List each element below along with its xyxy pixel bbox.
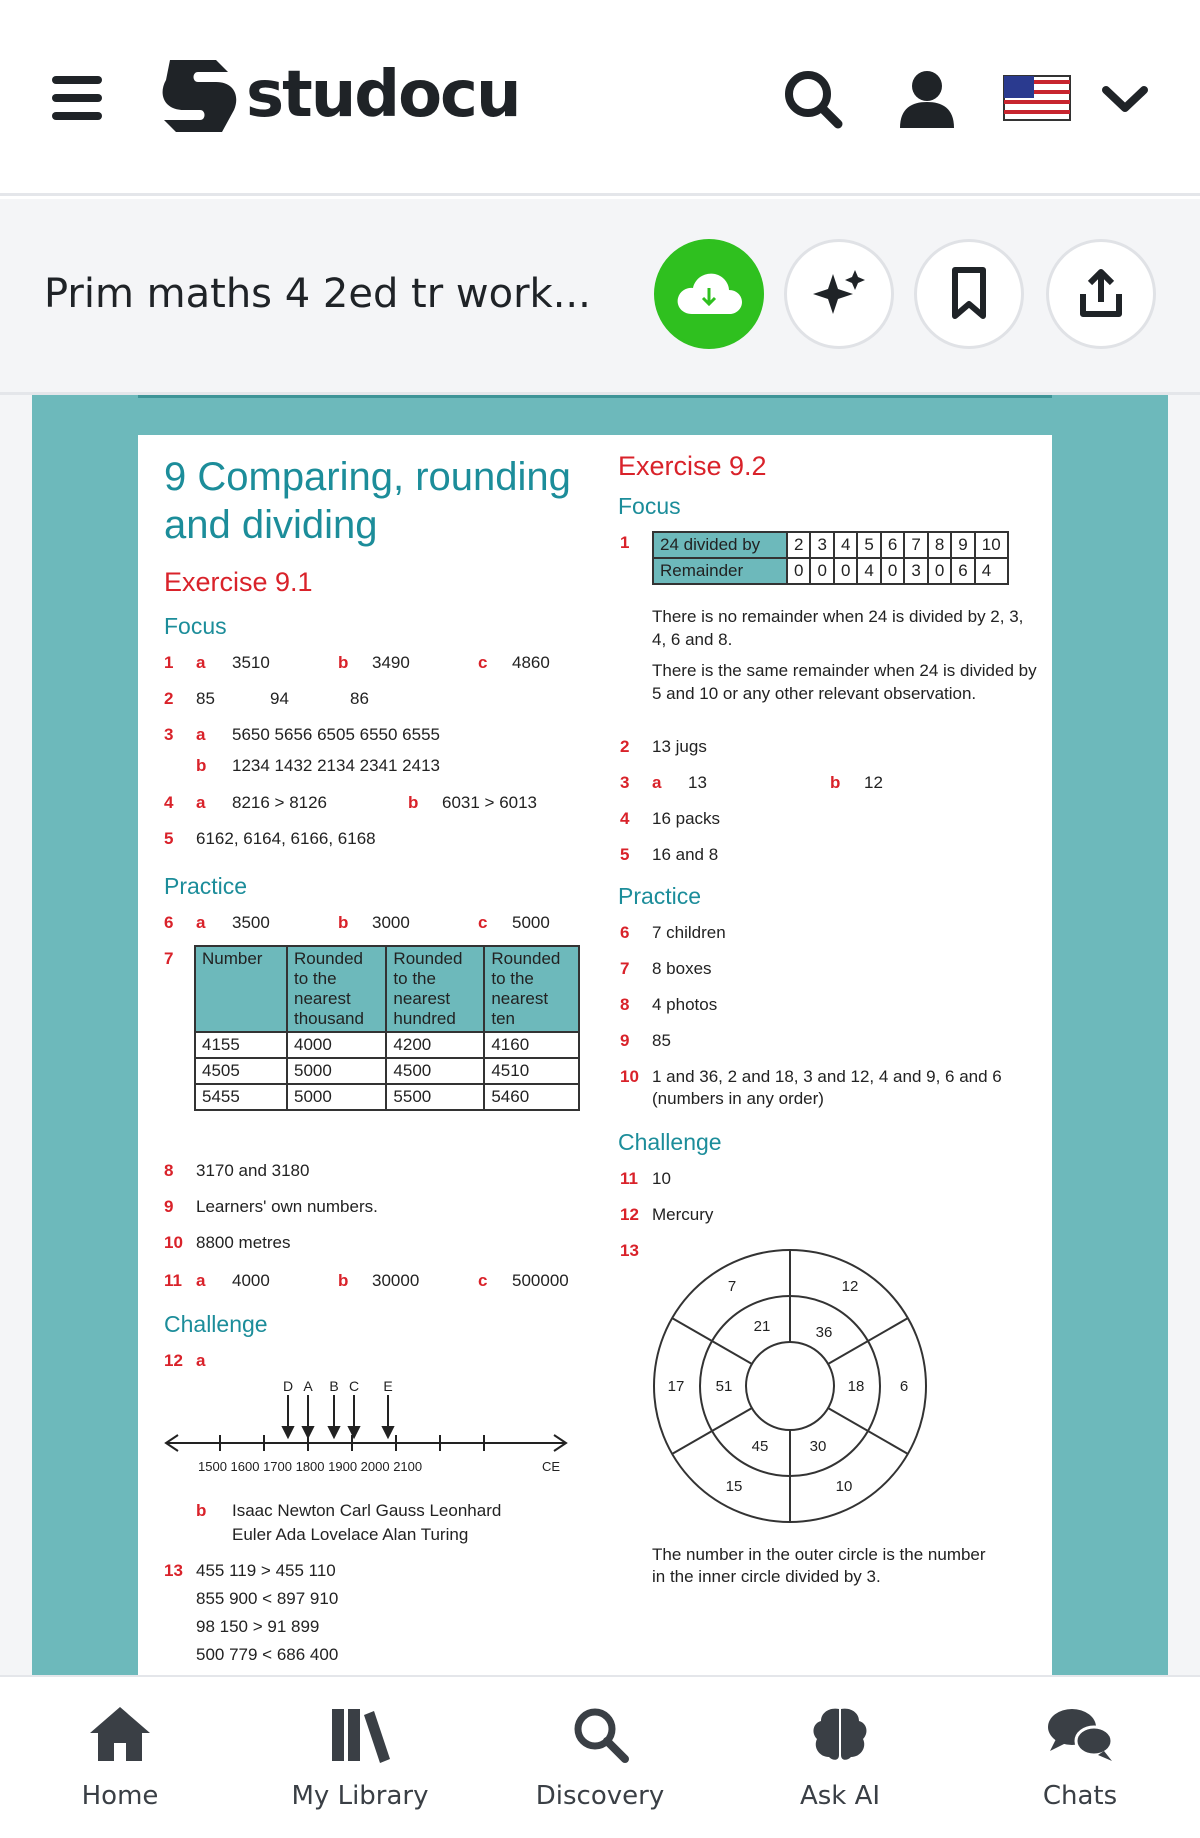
question-number: 11	[164, 1271, 182, 1290]
question-number: 3	[164, 725, 174, 744]
part-letter: a	[196, 1271, 206, 1290]
us-flag-icon[interactable]	[1002, 64, 1074, 134]
table-cell: 0	[810, 558, 833, 584]
answer-text: 3510	[232, 653, 270, 672]
table-cell: 3	[904, 558, 927, 584]
question-number: 6	[620, 923, 630, 942]
table-cell: 5000	[287, 1084, 386, 1110]
exercise-heading: Exercise 9.1	[164, 567, 313, 597]
chapter-title: 9 Comparing, rounding and dividing	[164, 455, 571, 547]
section-heading: Focus	[618, 493, 681, 519]
studocu-logo-icon	[150, 52, 242, 144]
page-divider	[138, 395, 1052, 398]
table-cell: 4505	[195, 1058, 287, 1084]
answer-text: 4000	[232, 1271, 270, 1290]
table-cell: 5500	[386, 1084, 484, 1110]
answer-text: 7 children	[652, 923, 726, 942]
nav-label: Discovery	[535, 1781, 665, 1811]
answer-text: There is the same remainder when 24 is divided by 5 and 10 or any other relevant observation.	[652, 661, 1037, 703]
part-letter: a	[196, 1351, 206, 1370]
part-letter: a	[652, 773, 662, 792]
nav-label: Chats	[1042, 1781, 1118, 1811]
nav-chats[interactable]	[980, 1703, 1180, 1811]
question-number: 8	[164, 1161, 174, 1180]
question-number: 4	[164, 793, 174, 812]
question-number: 12	[620, 1205, 639, 1224]
question-number: 10	[620, 1067, 639, 1086]
inner-number: 21	[753, 1318, 771, 1335]
question-number: 2	[620, 737, 630, 756]
answer-text: 16 and 8	[652, 845, 719, 864]
answer-text: Isaac Newton Carl Gauss Leonhard	[232, 1501, 502, 1520]
cloud-download-icon	[674, 266, 744, 322]
rounding-table	[194, 945, 580, 1111]
part-letter: b	[196, 1501, 207, 1520]
nav-label: My Library	[291, 1781, 429, 1811]
part-letter: b	[338, 1271, 349, 1290]
question-number: 6	[164, 913, 174, 932]
table-cell: 6	[951, 558, 974, 584]
question-number: 11	[620, 1169, 638, 1188]
table-cell: 0	[834, 558, 857, 584]
table-cell: 0	[787, 558, 810, 584]
answer-text: 1 and 36, 2 and 18, 3 and 12, 4 and 9, 6 and 6	[652, 1067, 1002, 1086]
answer-text: There is no remainder when 24 is divided by 2, 3, 4, 6 and 8.	[652, 607, 1024, 649]
answer-text: 3170 and 3180	[196, 1161, 310, 1180]
marker-label: D	[282, 1378, 294, 1394]
chat-icon	[1044, 1703, 1116, 1765]
exercise-heading: Exercise 9.2	[618, 451, 767, 481]
table-header: Remainder	[653, 558, 787, 584]
section-heading: Focus	[164, 613, 227, 639]
table-header: Number	[195, 946, 287, 1032]
search-icon	[569, 1703, 631, 1765]
table-cell: 4	[834, 532, 857, 558]
answer-text: Euler Ada Lovelace Alan Turing	[232, 1525, 469, 1544]
part-letter: a	[196, 725, 206, 744]
answer-text: Learners' own numbers.	[196, 1197, 378, 1216]
era-label: CE	[542, 1459, 561, 1474]
document-viewer[interactable]	[0, 395, 1200, 1675]
table-cell: 2	[787, 532, 810, 558]
table-header: Rounded to the nearest thousand	[287, 946, 386, 1032]
answer-text: (numbers in any order)	[652, 1089, 824, 1108]
marker-label: E	[383, 1378, 393, 1394]
part-letter: c	[478, 653, 488, 672]
table-cell: 4200	[386, 1032, 484, 1058]
table-row	[195, 1084, 579, 1110]
table-cell: 4	[975, 558, 1008, 584]
part-letter: a	[196, 913, 206, 932]
marker-label: A	[303, 1378, 313, 1394]
home-icon	[86, 1703, 154, 1765]
ai-button[interactable]	[784, 239, 894, 349]
inner-number: 51	[715, 1378, 733, 1395]
answer-text: 12	[864, 773, 883, 792]
answer-text: 8 boxes	[652, 959, 712, 978]
answer-text: 3490	[372, 653, 410, 672]
table-cell: 4510	[484, 1058, 579, 1084]
bottom-navigation	[0, 1675, 1200, 1838]
table-cell: 5000	[287, 1058, 386, 1084]
outer-number: 10	[835, 1478, 853, 1495]
answer-text: The number in the outer circle is the number	[652, 1545, 986, 1564]
table-cell: 4000	[287, 1032, 386, 1058]
answer-text: 1234 1432 2134 2341 2413	[232, 756, 440, 775]
library-icon	[328, 1703, 392, 1765]
nav-home[interactable]	[20, 1703, 220, 1811]
table-cell: 9	[951, 532, 974, 558]
question-number: 7	[620, 959, 630, 978]
question-number: 12	[164, 1351, 183, 1370]
share-button[interactable]	[1046, 239, 1156, 349]
part-letter: b	[408, 793, 419, 812]
part-letter: c	[478, 1271, 488, 1290]
outer-number: 6	[899, 1378, 909, 1395]
number-line	[158, 1377, 578, 1477]
answer-text: in the inner circle divided by 3.	[652, 1567, 881, 1586]
table-cell: 5455	[195, 1084, 287, 1110]
studocu-logo[interactable]	[150, 52, 520, 144]
question-number: 9	[164, 1197, 174, 1216]
question-number: 13	[164, 1561, 183, 1580]
answer-text: 8216 > 8126	[232, 793, 328, 812]
answer-text: 500 779 < 686 400	[196, 1645, 339, 1664]
inner-number: 36	[815, 1324, 833, 1341]
division-wheel	[638, 1241, 948, 1531]
part-letter: b	[196, 756, 207, 775]
answer-text: 85	[652, 1031, 671, 1050]
answer-text: 500000	[512, 1271, 569, 1290]
question-number: 10	[164, 1233, 183, 1252]
user-icon[interactable]	[892, 64, 962, 134]
answer-text: 16 packs	[652, 809, 721, 828]
sparkle-icon	[811, 266, 867, 322]
table-cell: 0	[928, 558, 951, 584]
table-cell: 4155	[195, 1032, 287, 1058]
tick-labels: 1500 1600 1700 1800 1900 2000 2100	[198, 1459, 423, 1474]
answer-text: 455 119 > 455 110	[196, 1561, 336, 1580]
brain-icon	[809, 1703, 871, 1765]
nav-label: Home	[81, 1781, 159, 1811]
hamburger-icon[interactable]	[52, 76, 102, 120]
table-cell: 0	[881, 558, 904, 584]
part-letter: b	[830, 773, 841, 792]
answer-text: 855 900 < 897 910	[196, 1589, 339, 1608]
answer-text: 98 150 > 91 899	[196, 1617, 320, 1636]
question-number: 4	[620, 809, 630, 828]
answer-text: 8800 metres	[196, 1233, 291, 1252]
chevron-down-icon[interactable]	[1100, 64, 1150, 134]
logo-text: studocu	[246, 58, 520, 132]
table-header: Rounded to the nearest ten	[484, 946, 579, 1032]
marker-label: C	[348, 1378, 360, 1394]
section-heading: Practice	[618, 883, 702, 909]
remainder-table	[652, 531, 1009, 585]
inner-number: 18	[847, 1378, 865, 1395]
answer-text: 94	[270, 689, 289, 708]
answer-text: 6031 > 6013	[442, 793, 538, 812]
table-cell: 7	[904, 532, 927, 558]
table-cell: 4160	[484, 1032, 579, 1058]
answer-text: 13 jugs	[652, 737, 707, 756]
nav-label: Ask AI	[799, 1781, 881, 1811]
part-letter: b	[338, 653, 349, 672]
inner-number: 30	[809, 1438, 827, 1455]
part-letter: a	[196, 793, 206, 812]
question-number: 8	[620, 995, 630, 1014]
table-cell: 10	[975, 532, 1008, 558]
question-number: 3	[620, 773, 630, 792]
answer-text: 4 photos	[652, 995, 718, 1014]
marker-label: B	[329, 1378, 339, 1394]
document-title[interactable]: Prim maths 4 2ed tr work...	[44, 271, 591, 317]
question-number: 2	[164, 689, 174, 708]
top-bar	[0, 0, 1200, 196]
answer-text: 3000	[372, 913, 410, 932]
part-letter: c	[478, 913, 488, 932]
answer-text: 13	[688, 773, 707, 792]
inner-number: 45	[751, 1438, 769, 1455]
search-icon[interactable]	[778, 64, 848, 134]
question-number: 13	[620, 1241, 639, 1260]
part-letter: a	[196, 653, 206, 672]
table-cell: 4500	[386, 1058, 484, 1084]
answer-text: 4860	[512, 653, 550, 672]
outer-number: 15	[725, 1478, 743, 1495]
table-cell: 5460	[484, 1084, 579, 1110]
download-button[interactable]	[654, 239, 764, 349]
nav-ask-ai[interactable]	[740, 1703, 940, 1811]
table-row	[195, 1058, 579, 1084]
bookmark-icon	[947, 266, 991, 322]
section-heading: Challenge	[618, 1129, 722, 1155]
section-heading: Practice	[164, 873, 248, 899]
bookmark-button[interactable]	[914, 239, 1024, 349]
question-number: 1	[164, 653, 174, 672]
answer-text: 86	[350, 689, 369, 708]
outer-number: 7	[727, 1278, 737, 1295]
table-header: Rounded to the nearest hundred	[386, 946, 484, 1032]
table-header: 24 divided by	[653, 532, 787, 558]
table-row	[195, 1032, 579, 1058]
table-cell: 3	[810, 532, 833, 558]
outer-number: 12	[841, 1278, 859, 1295]
outer-number: 17	[667, 1378, 685, 1395]
table-cell: 8	[928, 532, 951, 558]
answer-text: 5650 5656 6505 6550 6555	[232, 725, 440, 744]
part-letter: b	[338, 913, 349, 932]
answer-text: 3500	[232, 913, 270, 932]
section-heading: Challenge	[164, 1311, 268, 1337]
document-toolbar	[0, 199, 1200, 395]
question-number: 5	[620, 845, 630, 864]
question-number: 5	[164, 829, 174, 848]
question-number: 7	[164, 949, 174, 968]
answer-text: 85	[196, 689, 215, 708]
share-icon	[1073, 266, 1129, 322]
answer-text: 30000	[372, 1271, 420, 1290]
document-page	[138, 435, 1052, 1695]
answer-text: Mercury	[652, 1205, 714, 1224]
table-cell: 4	[857, 558, 880, 584]
table-cell: 5	[857, 532, 880, 558]
answer-text: 6162, 6164, 6166, 6168	[196, 829, 376, 848]
answer-text: 5000	[512, 913, 550, 932]
answer-text: 10	[652, 1169, 671, 1188]
nav-my-library[interactable]	[260, 1703, 460, 1811]
question-number: 1	[620, 533, 630, 552]
nav-discovery[interactable]	[500, 1703, 700, 1811]
table-cell: 6	[881, 532, 904, 558]
question-number: 9	[620, 1031, 630, 1050]
